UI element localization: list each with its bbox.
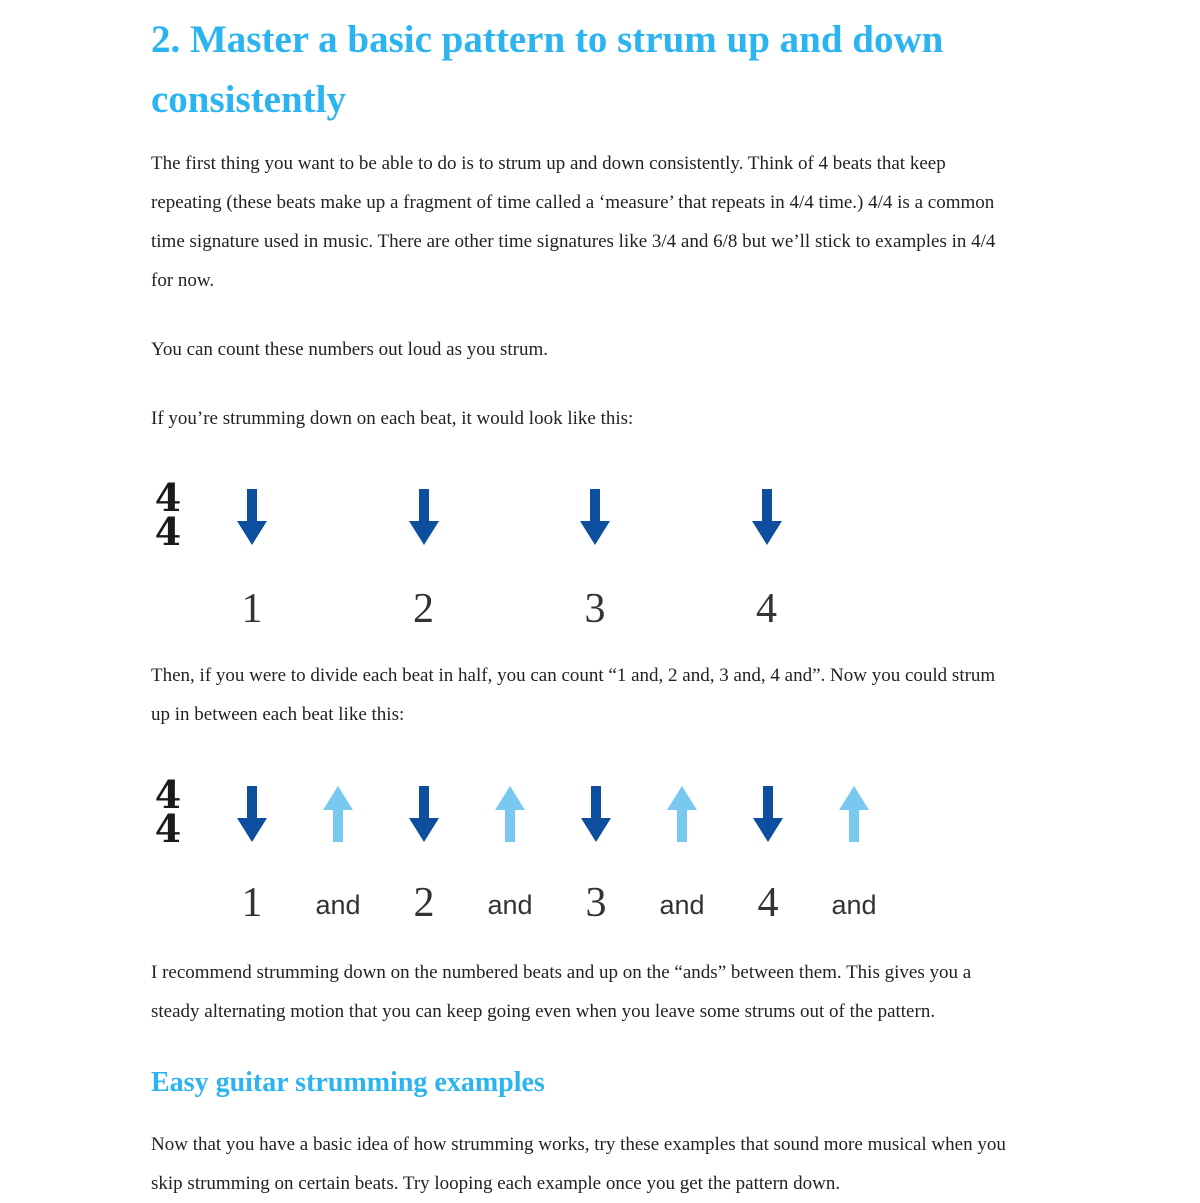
beat-number-label: 3: [585, 880, 607, 926]
down-arrow-icon: [235, 784, 269, 844]
beat-and-label: and: [831, 890, 877, 920]
down-arrow-icon: [579, 784, 613, 844]
down-arrow-icon: [235, 487, 269, 547]
up-arrow-icon: [493, 784, 527, 844]
time-signature-top: 4: [154, 772, 182, 817]
beat-number-label: 2: [413, 880, 435, 926]
beat-number-label: 1: [241, 586, 263, 632]
beat-number-label: 1: [241, 880, 263, 926]
down-each-paragraph: If you’re strumming down on each beat, it would look like this:: [151, 408, 634, 429]
beat-and-label: and: [487, 890, 533, 920]
strum-diagram-alternating: [151, 770, 1011, 940]
up-arrow-icon: [837, 784, 871, 844]
down-arrow-icon: [750, 487, 784, 547]
count-paragraph: You can count these numbers out loud as you strum.: [151, 339, 549, 360]
strum-diagram-downstrokes: [151, 475, 1011, 635]
down-arrow-icon: [578, 487, 612, 547]
up-arrow-icon: [321, 784, 355, 844]
subsection-heading: Easy guitar strumming examples: [151, 1067, 545, 1098]
beat-and-label: and: [659, 890, 705, 920]
beat-number-label: 3: [584, 586, 606, 632]
examples-intro-paragraph: Now that you have a basic idea of how strumming works, try these examples that sound more musical when you skip strumming on certain beats. Try looping each example once you get the pattern down.: [151, 1134, 1006, 1194]
beat-number-label: 2: [413, 586, 434, 632]
time-signature: [151, 772, 185, 851]
down-arrow-icon: [407, 487, 441, 547]
divide-paragraph: Then, if you were to divide each beat in half, you can count “1 and, 2 and, 3 and, 4 and”. Now you could strum up in between each beat like this:: [151, 665, 996, 725]
time-signature: [151, 475, 185, 554]
beat-number-label: 4: [757, 880, 779, 926]
down-arrow-icon: [751, 784, 785, 844]
up-arrow-icon: [665, 784, 699, 844]
time-signature-top: 4: [154, 475, 182, 520]
recommend-paragraph: I recommend strumming down on the numbered beats and up on the “ands” between them. This gives you a steady alternating motion that you can keep going even when you leave some strums out of the pattern.: [151, 962, 972, 1022]
time-signature-bottom: 4: [154, 806, 182, 851]
section-heading: 2. Master a basic pattern to strum up and down consistently: [151, 18, 944, 121]
beat-number-label: 4: [756, 586, 777, 632]
down-arrow-icon: [407, 784, 441, 844]
beat-and-label: and: [315, 890, 361, 920]
intro-paragraph: The first thing you want to be able to do is to strum up and down consistently. Think of 4 beats that keep repeating (these beats make up a fragment of time called a ‘measure’ that repeats in 4/4 time.) 4/4 is a common time signature used in music. There are other time signatures like 3/4 and 6/8 but we’ll stick to examples in 4/4 for now.: [151, 153, 996, 291]
time-signature-bottom: 4: [154, 509, 182, 554]
